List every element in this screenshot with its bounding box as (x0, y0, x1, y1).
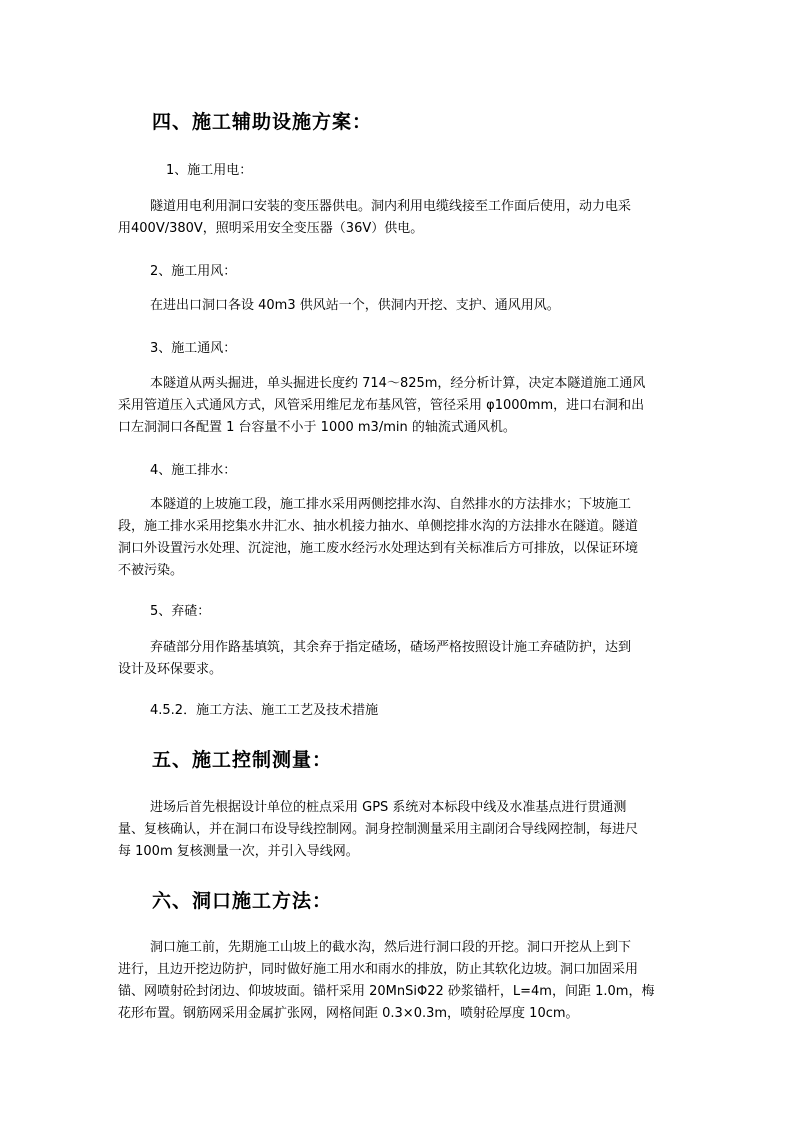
item-4-heading: 4、施工排水： (150, 463, 237, 478)
item-2-paragraph (118, 295, 678, 317)
item-3-paragraph (118, 373, 678, 439)
section-5-paragraph (118, 797, 678, 863)
text-line: 弃碴部分用作路基填筑，其余弃于指定碴场，碴场严格按照设计施工弃碴防护，达到 (150, 640, 632, 655)
text-line: 进行，且边开挖边防护，同时做好施工用水和雨水的排放，防止其软化边坡。洞口加固采用 (118, 962, 639, 977)
text-line: 隧道用电利用洞口安装的变压器供电。洞内利用电缆线接至工作面后使用，动力电采 (150, 199, 632, 214)
text-line: 量、复核确认，并在洞口布设导线控制网。洞身控制测量采用主副闭合导线网控制，每进尺 (118, 822, 639, 837)
item-3-heading: 3、施工通风： (150, 341, 237, 356)
text-line: 花形布置。钢筋网采用金属扩张网，网格间距 0.3×0.3m，喷射砼厚度 10cm。 (118, 1006, 579, 1021)
text-line: 进场后首先根据设计单位的桩点采用 GPS 系统对本标段中线及水准基点进行贯通测 (150, 800, 627, 815)
item-1-heading: 1、施工用电： (166, 163, 253, 178)
item-4-paragraph (118, 494, 678, 582)
text-line: 在进出口洞口各设 40m3 供风站一个，供洞内开挖、支护、通风用风。 (150, 298, 560, 313)
text-line: 采用管道压入式通风方式，风管采用维尼龙布基风管，管径采用 φ1000mm，进口右洞和出 (118, 398, 645, 413)
text-line: 段，施工排水采用挖集水井汇水、抽水机接力抽水、单侧挖排水沟的方法排水在隧道。隧道 (118, 519, 639, 534)
item-5-paragraph (118, 637, 678, 681)
text-line: 用400V/380V，照明采用安全变压器（36V）供电。 (118, 221, 424, 236)
subsection-footnote: 4.5.2．施工方法、施工工艺及技术措施 (150, 703, 379, 718)
item-2-heading: 2、施工用风： (150, 264, 237, 279)
text-line: 锚、网喷射砼封闭边、仰坡坡面。锚杆采用 20MnSiΦ22 砂浆锚杆，L=4m，间距 1.0m，梅 (118, 984, 655, 999)
text-line: 不被污染。 (118, 563, 184, 578)
text-line: 设计及环保要求。 (118, 662, 223, 677)
section-6-paragraph (118, 937, 678, 1025)
text-line: 本隧道的上坡施工段，施工排水采用两侧挖排水沟、自然排水的方法排水；下坡施工 (150, 497, 632, 512)
text-line: 洞口外设置污水处理、沉淀池，施工废水经污水处理达到有关标准后方可排放，以保证环境 (118, 541, 639, 556)
text-line: 每 100m 复核测量一次，并引入导线网。 (118, 844, 359, 859)
text-line: 洞口施工前，先期施工山坡上的截水沟，然后进行洞口段的开挖。洞口开挖从上到下 (150, 940, 632, 955)
section-4-title: 四、施工辅助设施方案： (152, 111, 373, 133)
text-line: 口左洞洞口各配置 1 台容量不小于 1000 m3/min 的轴流式通风机。 (118, 420, 516, 435)
item-5-heading: 5、弃碴： (150, 604, 211, 619)
item-1-paragraph (118, 196, 678, 240)
section-6-title: 六、洞口施工方法： (152, 890, 333, 912)
text-line: 本隧道从两头掘进，单头掘进长度约 714～825m，经分析计算，决定本隧道施工通风 (150, 376, 646, 391)
section-5-title: 五、施工控制测量： (152, 749, 333, 771)
